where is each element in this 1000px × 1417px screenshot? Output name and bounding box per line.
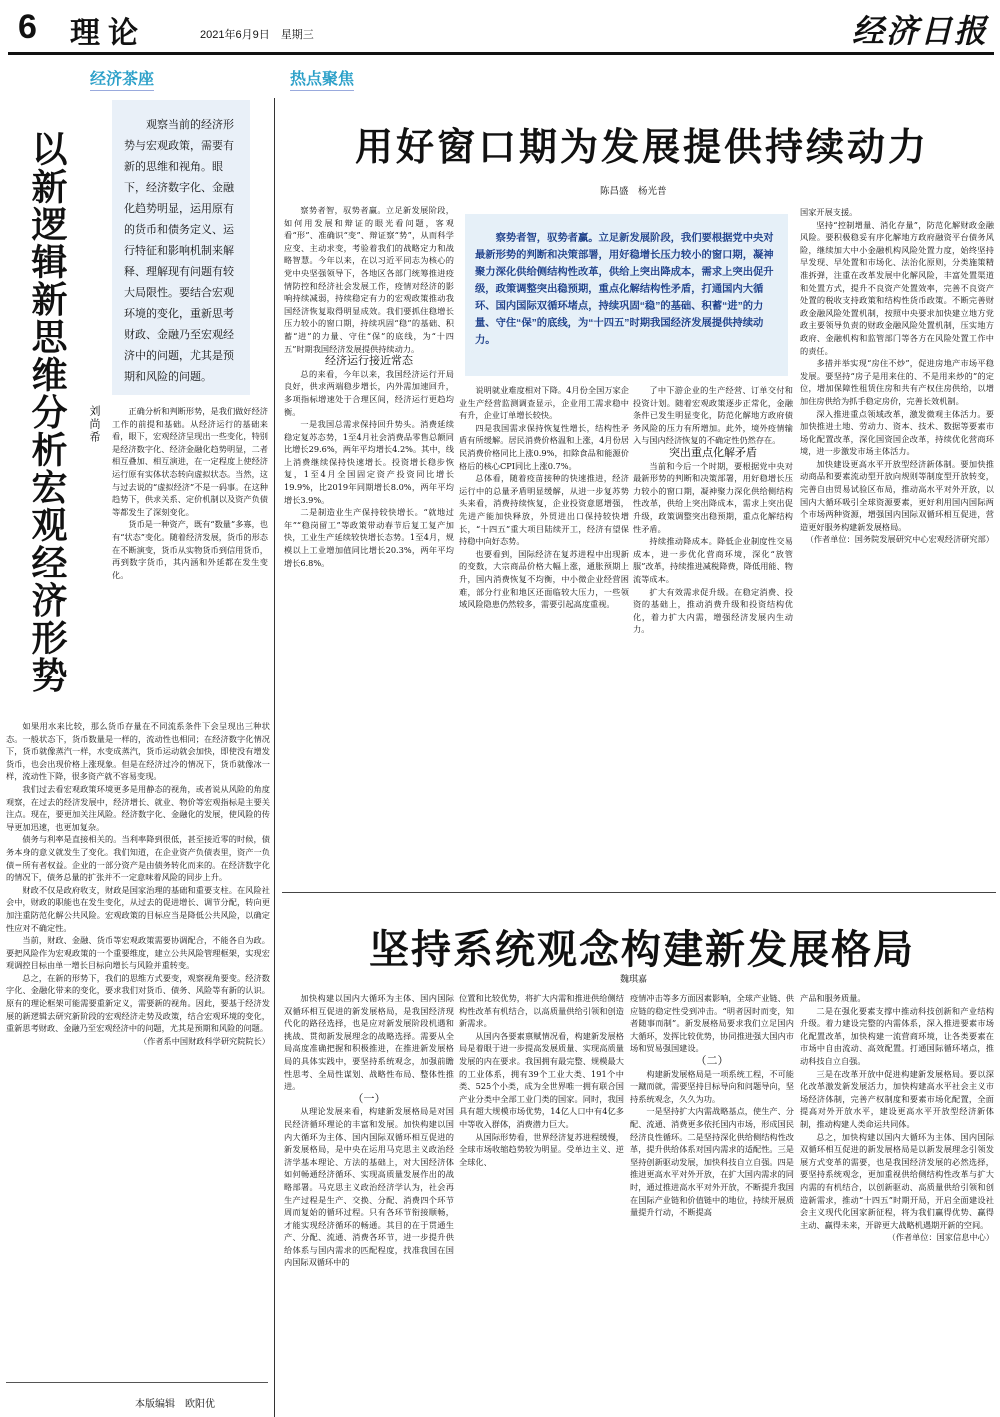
- paragraph: 债务与利率是直接相关的。当利率降到很低，甚至接近零的时候，债务本身的意义就发生了变化。我们知道，在企业资产负债表里，资产一负债＝所有者权益。企业的一部分资产是由债务转化而来的。在经济数字化的情况下，债务总量的扩张并不一定意味着风险的同步上升。: [6, 834, 270, 883]
- issue-date: 2021年6月9日 星期三: [200, 29, 314, 41]
- left-article-top-block: [112, 100, 268, 716]
- subheading: 突出重点化解矛盾: [669, 445, 757, 459]
- paragraph: 从国际形势看，世界经济复苏进程缓慢，全球市场收缩趋势较为明显。受单边主义、逆全球化、: [459, 1131, 624, 1167]
- author-note: （作者单位：国家信息中心）: [887, 1232, 994, 1243]
- masthead-logo: 经济日报: [851, 12, 988, 50]
- subheading: 经济运行接近常态: [325, 354, 413, 368]
- paragraph: 国家开展支援。: [800, 207, 858, 217]
- bottom-article-column-3: [630, 992, 794, 1412]
- paragraph: 说明就业难度相对下降。4月份全国万家企业生产经营监测调查显示，企业用工需求稳中有升，企业订单增长较快。: [459, 385, 629, 421]
- paragraph: 三是在改革开放中促进构建新发展格局。要以深化改革激发新发展活力，加快构建高水平社会主义市场经济体制，完善产权制度和要素市场化配置，全面提高对外开放水平，建设更高水平开放型经济新体制，推动构建人类命运共同体。: [800, 1068, 994, 1129]
- paragraph: 持续推动降成本。降低企业制度性交易成本，进一步优化营商环境，深化“放管服”改革，持续推进减税降费，降低用能、物流等成本。: [633, 536, 793, 584]
- paragraph: 产品和服务质量。: [800, 993, 866, 1003]
- top-article-middle-block: [459, 214, 793, 884]
- paragraph: 总的来看，今年以来，我国经济运行开局良好，供求两端稳步增长，内外需加速回升，多项指标增速处于合理区间，经济运行更趋均衡。: [284, 368, 454, 417]
- section-number: （一）: [352, 1091, 386, 1105]
- paragraph: 也要看到，国际经济在复苏进程中出现新的变数，大宗商品价格大幅上涨，通胀预期上升，国内消费恢复不均衡，中小微企业经营困难，部分行业和地区还面临较大压力，一些领域风险隐患仍然较多，需要引起高度重视。: [459, 548, 629, 610]
- paragraph: 二是制造业生产保持较快增长。“就地过年”“稳岗留工”等政策带动春节后复工复产加快，工业生产延续较快增长态势。1至4月，规模以上工业增加值同比增长20.3%，两年平均增长6.8%。: [284, 507, 454, 568]
- left-article-column-1: [112, 405, 268, 716]
- paragraph: 构建新发展格局是一项系统工程，不可能一蹴而就，需要坚持目标导向和问题导向，坚持系统观念，久久为功。: [630, 1068, 794, 1104]
- footer-rule: [6, 1382, 268, 1383]
- paragraph: 多措并举实现“房住不炒”，促进房地产市场平稳发展。要坚持“房子是用来住的、不是用来炒的”的定位，增加保障性租赁住房和共有产权住房供给，以增加住房供给为抓手稳定房价，完善长效机制。: [800, 358, 994, 406]
- paragraph: 总体看，随着疫苗接种的快速推进，经济运行中的总量矛盾明显缓解，从进一步复苏势头来看，消费持续恢复，企业投资意愿增强，先进产能加快释放，外贸进出口保持较快增长，“十四五”重大项目陆续开工，经济有望保持稳中向好态势。: [459, 473, 629, 547]
- paragraph: 一是坚持扩大内需战略基点，使生产、分配、流通、消费更多依托国内市场，形成国民经济良性循环。二是坚持深化供给侧结构性改革，提升供给体系对国内需求的适配性。三是坚持创新驱动发展，加快科技自立自强。四是推进更高水平对外开放，在扩大国内需求的同时，通过推进高水平对外开放，不断提升我国在国际产业链和价值链中的地位，持续开展质量提升行动，不断提高: [630, 1106, 794, 1218]
- article-divider: [282, 892, 996, 893]
- left-article-column-2: [6, 720, 270, 1372]
- header-rule: [8, 52, 994, 55]
- author-note: （作者单位：国务院发展研究中心宏观经济研究部）: [805, 534, 994, 545]
- column-divider: [274, 98, 275, 1417]
- paragraph: 总之，在新的形势下，我们的思维方式要变，观察视角要变。经济数字化、金融化带来的变化，要求我们对货币、债务、风险等有新的认识。原有的理论框架可能需要重新定义，需要新的视角。因此，要基于经济发展的新逻辑去研究新阶段的宏观经济走势及政策，结合宏观环境的变化，重新思考财政、金融乃至宏观经济中的问题，尤其是预期和风险的问题。: [6, 972, 270, 1034]
- paragraph: 疫情冲击等多方面因素影响，全球产业链、供应链的稳定性受到冲击。“明者因时而变，知者随事而制”。新发展格局要求我们立足国内大循环，发挥比较优势，协同推进强大国内市场和贸易强国建设。: [630, 993, 794, 1054]
- top-article-column-4: [800, 206, 994, 884]
- paragraph: 二是在强化要素支撑中推动科技创新和产业结构升级。着力建设完整的内需体系，深入推进要素市场化配置改革，加快构建一流营商环境，让各类要素在市场中自由流动、高效配置。打通国际循环堵点，推动科技自立自强。: [800, 1005, 994, 1066]
- column-tag-economic-teahouse: 经济茶座: [90, 66, 154, 91]
- author-note: （作者系中国财政科学研究院院长）: [138, 1035, 270, 1046]
- section-name: 理论: [70, 16, 146, 51]
- paragraph: 加快构建以国内大循环为主体、国内国际双循环相互促进的新发展格局，是我国经济现代化的路径选择，也是应对新发展阶段机遇和挑战、贯彻新发展理念的战略选择。需要从全局高度准确把握和积极推进，在推进新发展格局的具体实践中，要坚持系统观念，加强前瞻性思考、全局性谋划、战略性布局、整体性推进。: [284, 993, 454, 1092]
- bottom-article-column-4: [800, 992, 994, 1412]
- top-article-column-3: [633, 384, 793, 884]
- paragraph: 总之，加快构建以国内大循环为主体、国内国际双循环相互促进的新发展格局是以新发展理念引领发展方式变革的需要，也是我国经济发展的必然选择，要坚持系统观念，更加重视供给侧结构性改革与扩大内需的有机结合，以创新驱动、高质量供给引领和创造新需求，推动“十四五”时期开局，开启全面建设社会主义现代化国家新征程，将为我们赢得优势、赢得主动、赢得未来，开辟更大战略机遇期开新的空间。: [800, 1131, 994, 1230]
- left-article-headline: 以新逻辑新思维分析宏观经济形势: [26, 130, 68, 694]
- page-editor: 本版编辑 欧阳优: [135, 1399, 215, 1410]
- paragraph: 从国内各要素禀赋情况看，构建新发展格局是着眼于进一步提高发展质量、实现高质量发展的内在要求。我国拥有最完整、规模最大的工业体系，拥有39个工业大类、191个中类、525个小类，成为全世界唯一拥有联合国产业分类中全部工业门类的国家。同时，我国具有超大规模市场优势，14亿人口中有4亿多中等收入群体，消费潜力巨大。: [459, 1030, 624, 1129]
- bottom-article-column-1: [284, 992, 454, 1412]
- paragraph: 深入推进重点领域改革，激发微观主体活力。要加快推进土地、劳动力、资本、技术、数据等要素市场化配置改革，深化国资国企改革，持续优化营商环境，进一步激发市场主体活力。: [800, 408, 994, 457]
- paragraph: 从理论发展来看，构建新发展格局是对国民经济循环理论的丰富和发展。加快构建以国内大循环为主体、国内国际双循环相互促进的新发展格局，是中央在运用马克思主义政治经济学基本理论、方法的基础上，对大国经济体如何畅通经济循环、实现高质量发展作出的战略部署。马克思主义政治经济学认为，社会再生产过程是生产、交换、分配、消费四个环节周而复始的循环过程。只有各环节衔接顺畅，才能实现经济循环的畅通。其目的在于贯通生产、分配、流通、消费各环节，进一步提升供给体系与国内需求的匹配程度，找准我国在国内国际双循环中的: [284, 1106, 454, 1268]
- paragraph: 如果用水来比较，那么货币存量在不同流系条件下会呈现出三种状态。一般状态下，货币数量是一样的，流动性也相同；在经济数字化情况下，货币就像蒸汽一样，水变成蒸汽，货币运动就会加快，即使没有增发货币，也会出现价格上涨现象。但是在经济过冷的情况下，货币就像冰一样，流动性下降，很多资产就不容易变现。: [6, 721, 270, 782]
- pull-quote: 察势者智，驭势者赢。立足新发展阶段，我们要根据党中央对最新形势的判断和决策部署，用好稳增长压力较小的窗口期，凝神聚力深化供给侧结构性改革，供给上突出降成本，需求上突出促升级，政策调整突出稳预期，重点化解结构性矛盾，打通国内大循环、国内国际双循环堵点，持续巩固“稳”的基础、积蓄“进”的力量、守住“保”的底线，为“十四五”时期我国经济发展提供持续动力。: [465, 214, 788, 376]
- paragraph: 位置和比较优势，将扩大内需和推进供给侧结构性改革有机结合，以高质量供给引领和创造新需求。: [459, 993, 624, 1029]
- bottom-article-column-2: [459, 992, 624, 1412]
- paragraph: 正确分析和判断形势，是我们做好经济工作的前提和基础。从经济运行的基础来看，眼下，宏观经济呈现出一些变化，特别是经济数字化、经济金融化趋势明显，二者相互叠加、相互演进，在一定程度上使经济运行原有实体状态转向虚拟状态。当然，这与过去说的“虚拟经济”不是一码事。在这种趋势下，供求关系、定价机制以及资产负债等都发生了深刻变化。: [112, 406, 268, 517]
- top-article-byline: 陈昌盛 杨光普: [600, 186, 667, 197]
- bottom-article-title: 坚持系统观念构建新发展格局: [369, 926, 915, 973]
- column-tag-hot-focus: 热点聚焦: [290, 66, 354, 91]
- paragraph: 察势者智，驭势者赢。立足新发展阶段，如何用发展和辩证的眼光看问题，客观看“形”、准确识“变”、辩证察“势”，从而科学应变、主动求变，考验着我们的战略定力和战略智慧。今年以来，在以习近平同志为核心的党中央坚强领导下，各地区各部门统筹推进疫情防控和经济社会发展工作，疫情对经济的影响持续减弱，持续稳定有力的宏观政策推动我国经济恢复取得明显成效。我们要抓住稳增长压力较小的窗口期，持续巩固“稳”的基础、积蓄“进”的力量、守住“保”的底线，为“十四五”时期我国经济发展提供持续动力。: [284, 205, 454, 354]
- top-article-title: 用好窗口期为发展提供持续动力: [354, 127, 929, 169]
- paragraph: 坚持“控制增量、消化存量”，防范化解财政金融风险。要积极稳妥有序化解地方政府融资平台债务风险，继续加大中小金融机构风险处置力度，始终坚持早发现、早处置和市场化、法治化原则，分类施策精准拆弹，注重在改革发展中化解风险，丰富处置渠道和处置方式，提升不良资产处置效率，完善不良资产处置的税收支持政策和结构性货币政策。不断完善财政金融风险处置机制，按照中央要求加快建立地方党政主要领导负责的财政金融风险处置机制，压实地方政府、金融机构和监管部门等各方在风险处置工作中的责任。: [800, 219, 994, 356]
- paragraph: 扩大有效需求促升级。在稳定消费、投资的基础上，推动消费升级和投资结构优化，着力扩大内需，增强经济发展内生动力。: [633, 586, 793, 635]
- paragraph: 四是我国需求保持恢复性增长，结构性矛盾有所缓解。居民消费价格温和上涨，4月份居民消费价格同比上涨0.9%，扣除食品和能源价格后的核心CPI同比上涨0.7%。: [459, 422, 629, 471]
- left-article-author: 刘尚希: [88, 405, 101, 444]
- top-article-middle-columns: [459, 384, 793, 884]
- page-number: 6: [18, 8, 37, 46]
- paragraph: 当前，财政、金融、货币等宏观政策需要协调配合，不能各自为政。要把风险作为宏观政策的一个重要维度，建立公共风险管理框架，实现宏观调控目标由单一增长目标向增长与风险并重转变。: [6, 935, 270, 971]
- paragraph: 当前和今后一个时期，要根据党中央对最新形势的判断和决策部署，用好稳增长压力较小的窗口期，凝神聚力深化供给侧结构性改革，供给上突出降成本，需求上突出促升级，政策调整突出稳预期，重点化解结构性矛盾。: [633, 460, 793, 534]
- section-number: （二）: [695, 1053, 729, 1067]
- left-article-intro: 观察当前的经济形势与宏观政策，需要有新的思维和视角。眼下，经济数字化、金融化趋势明显，运用原有的货币和债务定义、运行特征和影响机制来解释、理解现有问题有较大局限性。要结合宏观环境的变化，重新思考财政、金融乃至宏观经济中的问题，尤其是预期和风险的问题。: [112, 100, 250, 395]
- top-article-column-2: [459, 384, 629, 884]
- paragraph: 一是我国总需求保持回升势头。消费延续稳定复苏态势，1至4月社会消费品零售总额同比增长29.6%，两年平均增长4.2%。其中，线上消费继续保持快速增长。投资增长稳步恢复，1至4月全国固定资产投资同比增长19.9%，比2019年同期增长8.0%，两年平均增长3.9%。: [284, 419, 454, 505]
- paragraph: 货币是一种资产，既有“数量”多寡，也有“状态”变化。随着经济发展，货币的形态在不断演变，货币从实物货币到信用货币，再到数字货币，其内涵和外延都在发生变化。: [112, 519, 268, 580]
- paragraph: 了中下游企业的生产经营、订单交付和投资计划。随着宏观政策逐步正常化，金融条件已发生明显变化，防范化解地方政府债务风险的压力有所增加。此外，境外疫情输入与国内经济恢复的不确定性仍然存在。: [633, 385, 793, 446]
- top-article-column-1: [284, 204, 454, 884]
- paragraph: 加快建设更高水平开放型经济新体制。要加快推动商品和要素流动型开放向规则等制度型开放转变，完善自由贸易试验区布局，推动高水平对外开放，以国内大循环吸引全球资源要素，更好利用国内国际两个市场两种资源，增强国内国际双循环相互促进，营造更好服务构建新发展格局。: [800, 458, 994, 532]
- paragraph: 财政不仅是政府收支，财政是国家治理的基础和重要支柱。在风险社会中，财政的职能也在发生变化，从过去的促进增长、调节分配，转向更加注重防范化解公共风险。宏观政策的目标应当是降低公共风险，以确定性应对不确定性。: [6, 884, 270, 933]
- bottom-article-byline: 魏琪嘉: [620, 975, 648, 985]
- paragraph: 我们过去看宏观政策环境更多是用静态的视角，或者说从风险的角度观察，在过去的经济发展中，经济增长、就业、物价等宏观指标是主要关注点。现在，要更加关注风险。经济数字化、金融化的发展，使风险的传导更加迅速，也更加复杂。: [6, 783, 270, 832]
